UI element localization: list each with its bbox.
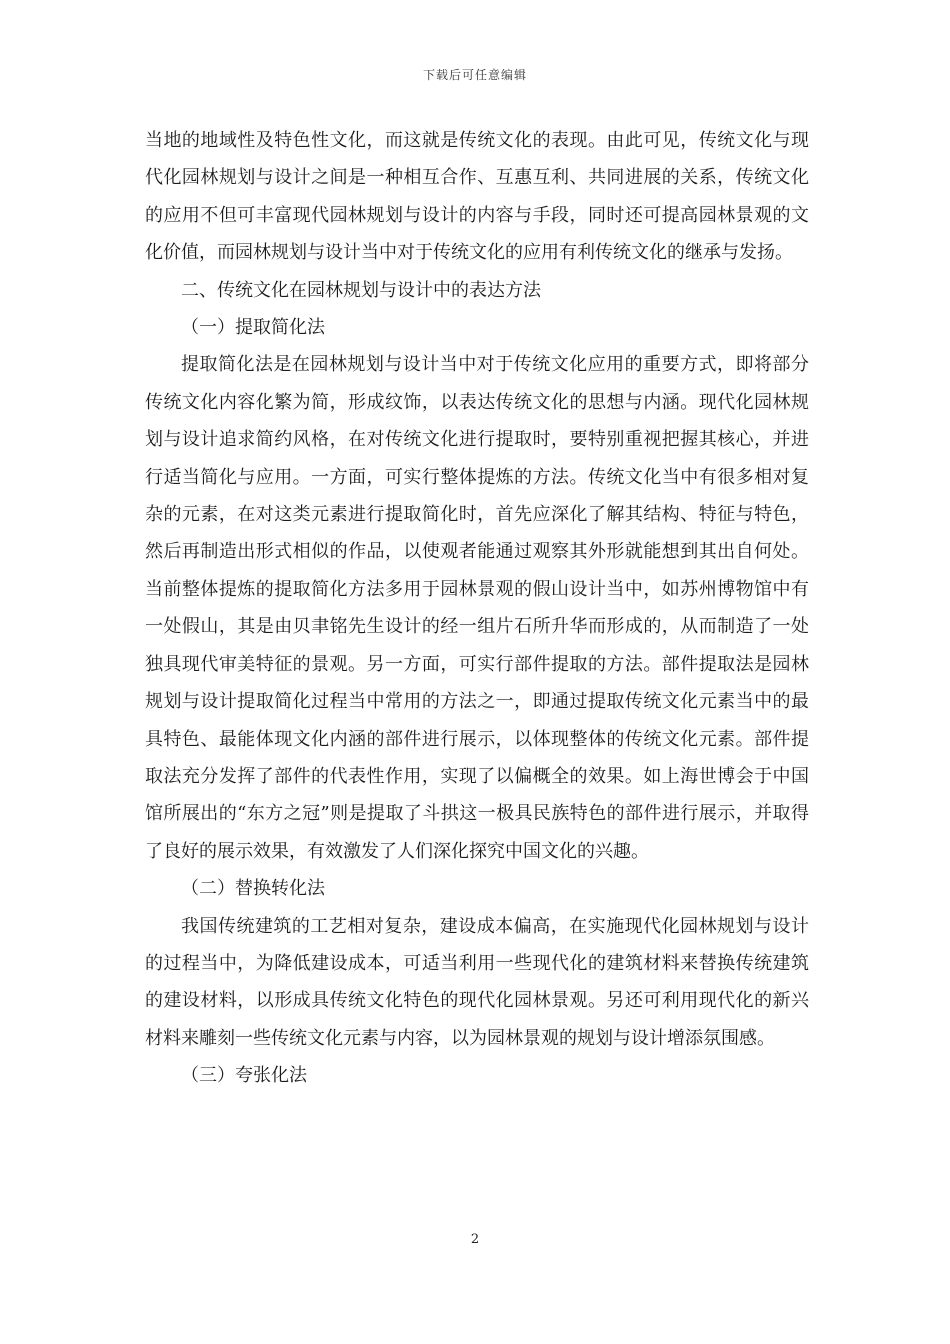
section-heading-2: 二、传统文化在园林规划与设计中的表达方法 <box>181 279 541 301</box>
paragraph-extraction-method: 提取简化法是在园林规划与设计当中对于传统文化应用的重要方式，即将部分传统文化内容化繁为简，形成纹饰，以表达传统文化的思想与内涵。现代化园林规划与设计追求简约风格，在对传统文化进行提取时，要特别重视把握其核心，并进行适当简化与应用。一方面，可实行整体提炼的方法。传统文化当中有很多相对复杂的元素，在对这类元素进行提取简化时，首先应深化了解其结构、特征与特色，然后再制造出形式相似的作品，以使观者能通过观察其外形就能想到其出自何处。当前整体提炼的提取简化方法多用于园林景观的假山设计当中，如苏州博物馆中有一处假山，其是由贝聿铭先生设计的经一组片石所升华而形成的，从而制造了一处独具现代审美特征的景观。另一方面，可实行部件提取的方法。部件提取法是园林规划与设计提取简化过程当中常用的方法之一，即通过提取传统文化元素当中的最具特色、最能体现文化内涵的部件进行展示，以体现整体的传统文化元素。部件提取法充分发挥了部件的代表性作用，实现了以偏概全的效果。如上海世博会于中国馆所展出的“东方之冠”则是提取了斗拱这一极具民族特色的部件进行展示，并取得了良好的展示效果，有效激发了人们深化探究中国文化的兴趣。 <box>145 354 809 862</box>
subsection-heading-1: （一）提取简化法 <box>181 317 325 339</box>
paragraph-replacement-method: 我国传统建筑的工艺相对复杂，建设成本偏高，在实施现代化园林规划与设计的过程当中，为降低建设成本，可适当利用一些现代化的建筑材料来替换传统建筑的建设材料，以形成具传统文化特色的现代化园林景观。另还可利用现代化的新兴材料来雕刻一些传统文化元素与内容，以为园林景观的规划与设计增添氛围感。 <box>145 915 809 1049</box>
page-header: 下载后可任意编辑 <box>422 68 527 82</box>
subsection-heading-3: （三）夸张化法 <box>181 1065 307 1087</box>
page-number: 2 <box>470 1232 480 1247</box>
subsection-heading-2: （二）替换转化法 <box>181 878 325 900</box>
document-body <box>145 122 809 1095</box>
paragraph-continuation: 当地的地域性及特色性文化，而这就是传统文化的表现。由此可见，传统文化与现代化园林规划与设计之间是一种相互合作、互惠互利、共同进展的关系，传统文化的应用不但可丰富现代园林规划与设计的内容与手段，同时还可提高园林景观的文化价值，而园林规划与设计当中对于传统文化的应用有利传统文化的继承与发扬。 <box>145 130 809 264</box>
